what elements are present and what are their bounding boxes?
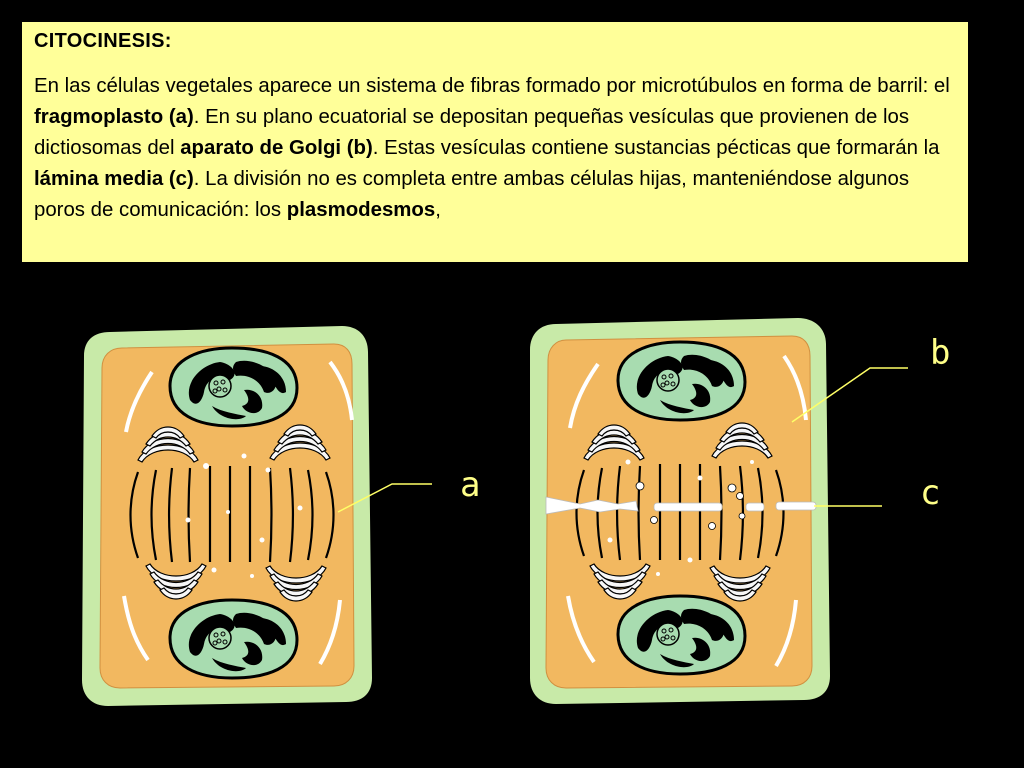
para-seg-4: . Estas vesículas contiene sustancias pécticas que formarán la [372,137,940,159]
para-seg-8: , [435,199,441,221]
term-golgi: aparato de Golgi (b) [180,137,373,159]
para-seg-0: En las células vegetales aparece un sistema de fibras formado por microtúbulos en forma de barril: el [34,75,950,97]
para-seg-6: . La división no es completa entre ambas células hijas, manteniéndose algunos poros de comunicación: los [34,168,910,221]
slide-title: CITOCINESIS: [34,30,172,52]
label-b: b [930,333,951,373]
term-fragmoplasto: fragmoplasto (a) [34,106,194,128]
term-lamina-media: lámina media (c) [34,168,194,190]
left-nucleus-bottom [170,600,297,678]
left-cell [82,326,372,706]
term-plasmodesmos: plasmodesmos [286,199,436,221]
label-a: a [460,465,481,505]
right-nucleus-bottom [618,596,745,674]
right-cell [530,318,830,704]
label-c: c [920,473,941,513]
right-nucleus-top [618,342,745,420]
para-seg-2: . En su plano ecuatorial se depositan pequeñas vesículas que provienen de los dictiosomas del [34,106,910,159]
left-nucleus-top [170,348,297,426]
